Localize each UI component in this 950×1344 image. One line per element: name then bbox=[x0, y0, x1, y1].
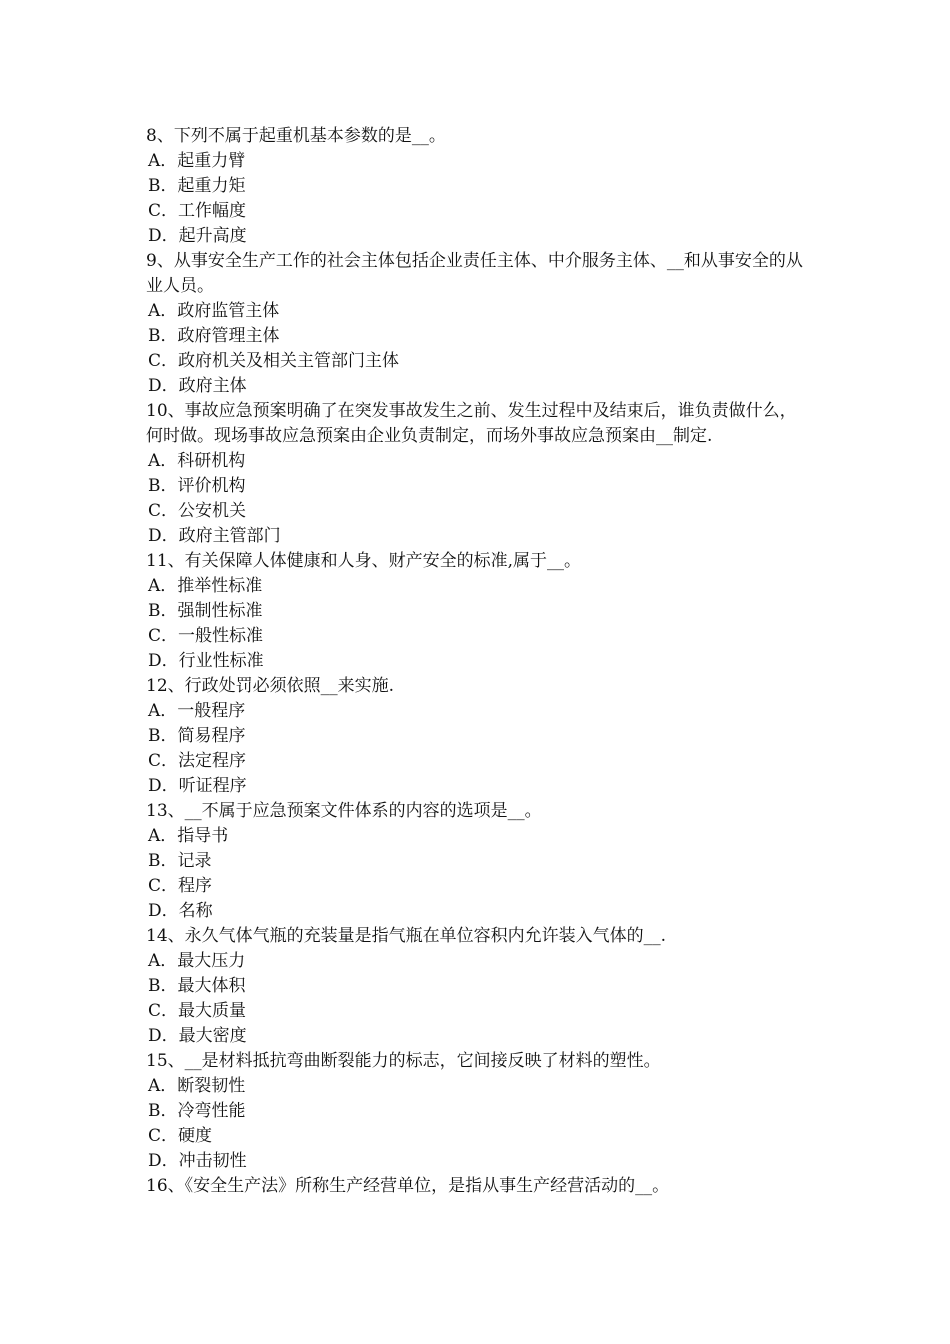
answer-option: D．最大密度 bbox=[148, 1026, 247, 1046]
question-stem: 8、下列不属于起重机基本参数的是__。 bbox=[146, 126, 446, 146]
question-stem: 15、__是材料抵抗弯曲断裂能力的标志，它间接反映了材料的塑性。 bbox=[146, 1051, 661, 1071]
question-list bbox=[146, 124, 812, 1199]
question-stem: 16、《安全生产法》所称生产经营单位，是指从事生产经营活动的__。 bbox=[146, 1176, 670, 1196]
answer-option: D．听证程序 bbox=[148, 776, 247, 796]
answer-option: A．最大压力 bbox=[148, 951, 246, 971]
question-stem: 12、行政处罚必须依照__来实施. bbox=[146, 676, 395, 696]
answer-option: C．硬度 bbox=[148, 1126, 213, 1146]
answer-option: D．行业性标准 bbox=[148, 651, 264, 671]
answer-option: C．工作幅度 bbox=[148, 201, 247, 221]
answer-option: C．一般性标准 bbox=[148, 626, 264, 646]
answer-option: A．断裂韧性 bbox=[148, 1076, 246, 1096]
answer-option: D．起升高度 bbox=[148, 226, 247, 246]
answer-option: B．最大体积 bbox=[148, 976, 246, 996]
answer-option: D．政府主管部门 bbox=[148, 526, 281, 546]
question-stem: 13、__不属于应急预案文件体系的内容的选项是__。 bbox=[146, 801, 542, 821]
answer-option: B．评价机构 bbox=[148, 476, 246, 496]
answer-option: A．指导书 bbox=[148, 826, 229, 846]
answer-option: A．科研机构 bbox=[148, 451, 246, 471]
answer-option: B．强制性标准 bbox=[148, 601, 263, 621]
answer-option: B．记录 bbox=[148, 851, 212, 871]
answer-option: D．政府主体 bbox=[148, 376, 247, 396]
answer-option: C．公安机关 bbox=[148, 501, 247, 521]
answer-option: C．程序 bbox=[148, 876, 213, 896]
question-stem: 9、从事安全生产工作的社会主体包括企业责任主体、中介服务主体、__和从事安全的从业人员。 bbox=[146, 251, 803, 296]
answer-option: C．政府机关及相关主管部门主体 bbox=[148, 351, 400, 371]
answer-option: A．起重力臂 bbox=[148, 151, 246, 171]
answer-option: A．政府监管主体 bbox=[148, 301, 280, 321]
answer-option: A．推举性标准 bbox=[148, 576, 263, 596]
answer-option: B．起重力矩 bbox=[148, 176, 246, 196]
answer-option: B．冷弯性能 bbox=[148, 1101, 246, 1121]
answer-option: C．法定程序 bbox=[148, 751, 247, 771]
question-stem: 14、永久气体气瓶的充装量是指气瓶在单位容积内允许装入气体的__. bbox=[146, 926, 667, 946]
answer-option: A．一般程序 bbox=[148, 701, 246, 721]
answer-option: D．冲击韧性 bbox=[148, 1151, 247, 1171]
question-stem: 11、有关保障人体健康和人身、财产安全的标准,属于__。 bbox=[146, 551, 582, 571]
answer-option: C．最大质量 bbox=[148, 1001, 247, 1021]
question-stem: 10、事故应急预案明确了在突发事故发生之前、发生过程中及结束后，谁负责做什么，何时做。现场事故应急预案由企业负责制定，而场外事故应急预案由__制定. bbox=[146, 401, 797, 446]
answer-option: B．政府管理主体 bbox=[148, 326, 280, 346]
answer-option: B．简易程序 bbox=[148, 726, 246, 746]
answer-option: D．名称 bbox=[148, 901, 213, 921]
